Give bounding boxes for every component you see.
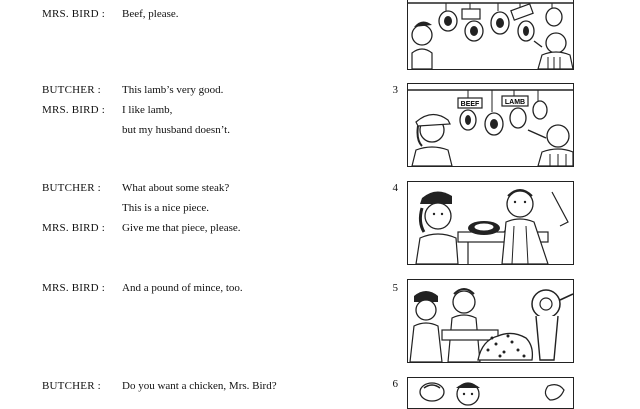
speaker-label: BUTCHER : [42,84,101,96]
beef-sign-text: BEEF [460,101,480,108]
lamb-sign-text: LAMB [504,99,526,106]
steak-illustration [408,182,573,264]
speaker-label: BUTCHER : [42,182,101,194]
meat-sign [511,4,533,20]
mince-illustration [408,280,573,362]
dialogue-text: This lamb’s very good. [122,84,224,96]
panel-number: 4 [392,182,398,194]
panel-number: 5 [392,282,398,294]
comic-panel-hanging-meat [407,0,574,70]
dialogue-text: Give me that piece, please. [122,222,241,234]
panel-number: 6 [392,378,398,390]
speaker-label: BUTCHER : [42,380,101,392]
dialogue-text: I like lamb, [122,104,173,116]
speaker-label: MRS. BIRD : [42,282,106,294]
dialogue-text: And a pound of mince, too. [122,282,243,294]
speaker-label: MRS. BIRD : [42,222,106,234]
chicken-illustration [408,378,573,408]
dialogue-text: What about some steak? [122,182,230,194]
beef-lamb-illustration [408,84,573,166]
dialogue-text: but my husband doesn’t. [122,124,230,136]
comic-panel-steak [407,181,574,265]
comic-panel-beef-lamb [407,83,574,167]
speaker-label: MRS. BIRD : [42,8,106,20]
dialogue-text: Beef, please. [122,8,179,20]
hanging-meat-illustration [408,0,573,69]
meat-sign [462,9,480,19]
dialogue-text: This is a nice piece. [122,202,210,214]
speaker-label: MRS. BIRD : [42,104,106,116]
comic-panel-mince [407,279,574,363]
panel-number: 3 [392,84,398,96]
dialogue-text: Do you want a chicken, Mrs. Bird? [122,380,277,392]
comic-panel-chicken [407,377,574,409]
